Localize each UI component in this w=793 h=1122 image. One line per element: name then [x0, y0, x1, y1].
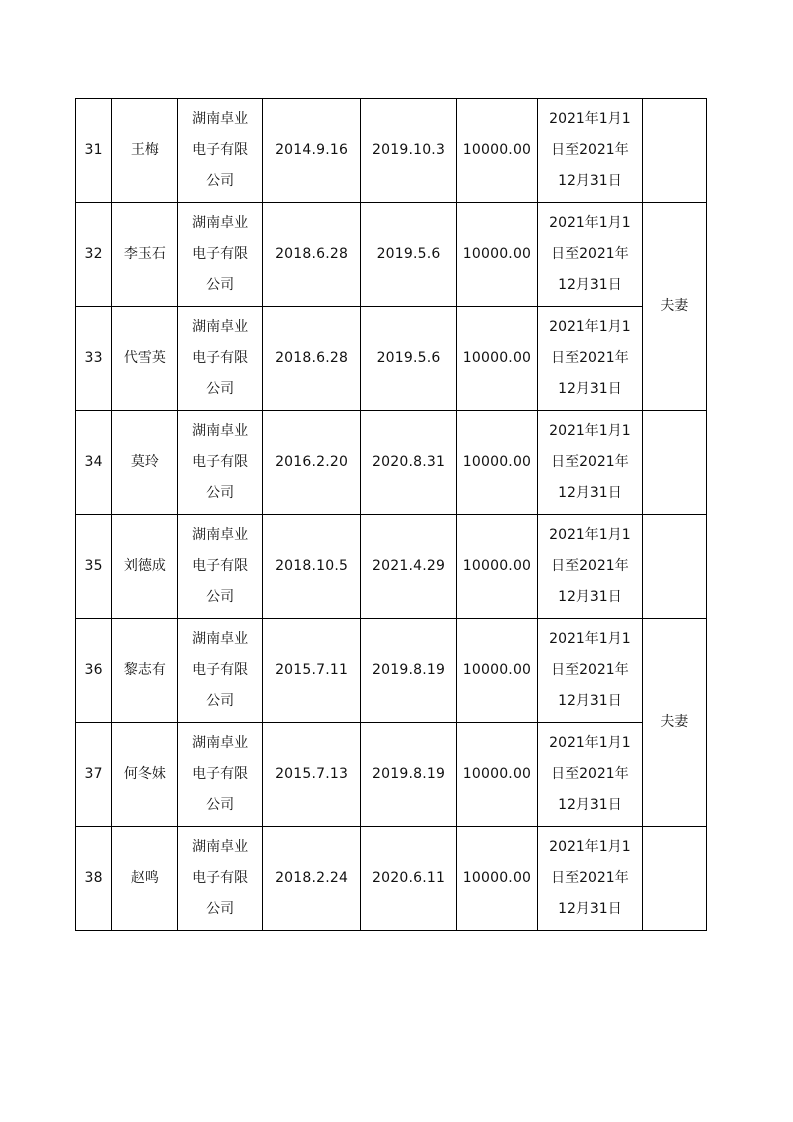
company-line: 公司 [206, 381, 235, 397]
company-line: 湖南卓业 [192, 527, 249, 543]
period-line: 日至2021年 [551, 246, 629, 262]
start-date: 2018.6.28 [262, 203, 360, 307]
person-name: 黎志有 [112, 619, 178, 723]
period-cell [538, 411, 642, 515]
company-line: 湖南卓业 [192, 111, 249, 127]
end-date: 2019.5.6 [361, 203, 456, 307]
company-line: 电子有限 [192, 662, 249, 678]
company-line: 电子有限 [192, 246, 249, 262]
row-number: 37 [76, 723, 112, 827]
period-line: 2021年1月1 [549, 111, 631, 127]
end-date: 2020.6.11 [361, 827, 456, 931]
person-name: 刘德成 [112, 515, 178, 619]
period-cell [538, 827, 642, 931]
end-date: 2019.8.19 [361, 619, 456, 723]
company-line: 电子有限 [192, 454, 249, 470]
start-date: 2015.7.13 [262, 723, 360, 827]
start-date: 2014.9.16 [262, 99, 360, 203]
amount: 10000.00 [456, 723, 537, 827]
company-line: 电子有限 [192, 558, 249, 574]
table-row [76, 515, 707, 619]
person-name: 莫玲 [112, 411, 178, 515]
table-row [76, 827, 707, 931]
company-line: 公司 [206, 797, 235, 813]
period-line: 12月31日 [558, 173, 622, 189]
company-line: 公司 [206, 589, 235, 605]
period-line: 日至2021年 [551, 766, 629, 782]
company-line: 湖南卓业 [192, 319, 249, 335]
period-cell [538, 307, 642, 411]
person-name: 李玉石 [112, 203, 178, 307]
end-date: 2021.4.29 [361, 515, 456, 619]
period-line: 12月31日 [558, 901, 622, 917]
company-line: 湖南卓业 [192, 839, 249, 855]
company-line: 公司 [206, 693, 235, 709]
period-line: 2021年1月1 [549, 735, 631, 751]
table-row [76, 307, 707, 411]
amount: 10000.00 [456, 515, 537, 619]
person-name: 王梅 [112, 99, 178, 203]
person-name: 代雪英 [112, 307, 178, 411]
period-line: 日至2021年 [551, 142, 629, 158]
end-date: 2019.5.6 [361, 307, 456, 411]
period-cell [538, 723, 642, 827]
end-date: 2019.10.3 [361, 99, 456, 203]
company-cell [178, 99, 262, 203]
company-line: 公司 [206, 485, 235, 501]
period-cell [538, 99, 642, 203]
company-line: 公司 [206, 901, 235, 917]
company-cell [178, 515, 262, 619]
end-date: 2020.8.31 [361, 411, 456, 515]
row-number: 34 [76, 411, 112, 515]
period-line: 日至2021年 [551, 350, 629, 366]
period-line: 2021年1月1 [549, 215, 631, 231]
period-line: 日至2021年 [551, 558, 629, 574]
period-line: 12月31日 [558, 381, 622, 397]
period-cell [538, 203, 642, 307]
period-line: 12月31日 [558, 485, 622, 501]
company-cell [178, 619, 262, 723]
row-number: 38 [76, 827, 112, 931]
relationship-note: 夫妻 [642, 619, 706, 827]
person-name: 赵鸣 [112, 827, 178, 931]
row-number: 33 [76, 307, 112, 411]
period-line: 2021年1月1 [549, 423, 631, 439]
company-line: 湖南卓业 [192, 735, 249, 751]
company-line: 湖南卓业 [192, 423, 249, 439]
table-row [76, 723, 707, 827]
period-line: 12月31日 [558, 589, 622, 605]
note-cell [642, 99, 706, 203]
period-cell [538, 515, 642, 619]
amount: 10000.00 [456, 203, 537, 307]
company-cell [178, 203, 262, 307]
amount: 10000.00 [456, 827, 537, 931]
table-row [76, 203, 707, 307]
end-date: 2019.8.19 [361, 723, 456, 827]
amount: 10000.00 [456, 619, 537, 723]
period-line: 日至2021年 [551, 870, 629, 886]
amount: 10000.00 [456, 411, 537, 515]
company-line: 电子有限 [192, 870, 249, 886]
company-cell [178, 307, 262, 411]
row-number: 35 [76, 515, 112, 619]
period-line: 12月31日 [558, 797, 622, 813]
period-line: 日至2021年 [551, 662, 629, 678]
relationship-note: 夫妻 [642, 203, 706, 411]
row-number: 36 [76, 619, 112, 723]
period-line: 2021年1月1 [549, 319, 631, 335]
note-cell [642, 515, 706, 619]
table-row [76, 99, 707, 203]
company-line: 公司 [206, 173, 235, 189]
person-name: 何冬妹 [112, 723, 178, 827]
company-cell [178, 723, 262, 827]
company-line: 湖南卓业 [192, 631, 249, 647]
period-line: 2021年1月1 [549, 839, 631, 855]
start-date: 2018.10.5 [262, 515, 360, 619]
start-date: 2016.2.20 [262, 411, 360, 515]
start-date: 2018.2.24 [262, 827, 360, 931]
amount: 10000.00 [456, 307, 537, 411]
company-line: 电子有限 [192, 142, 249, 158]
start-date: 2018.6.28 [262, 307, 360, 411]
period-line: 2021年1月1 [549, 631, 631, 647]
note-cell [642, 411, 706, 515]
company-line: 公司 [206, 277, 235, 293]
row-number: 31 [76, 99, 112, 203]
period-line: 12月31日 [558, 277, 622, 293]
company-line: 电子有限 [192, 766, 249, 782]
table-row [76, 619, 707, 723]
row-number: 32 [76, 203, 112, 307]
period-line: 2021年1月1 [549, 527, 631, 543]
note-cell [642, 827, 706, 931]
company-line: 湖南卓业 [192, 215, 249, 231]
amount: 10000.00 [456, 99, 537, 203]
period-line: 日至2021年 [551, 454, 629, 470]
company-line: 电子有限 [192, 350, 249, 366]
company-cell [178, 827, 262, 931]
company-cell [178, 411, 262, 515]
roster-table [75, 98, 707, 931]
start-date: 2015.7.11 [262, 619, 360, 723]
table-row [76, 411, 707, 515]
period-line: 12月31日 [558, 693, 622, 709]
period-cell [538, 619, 642, 723]
